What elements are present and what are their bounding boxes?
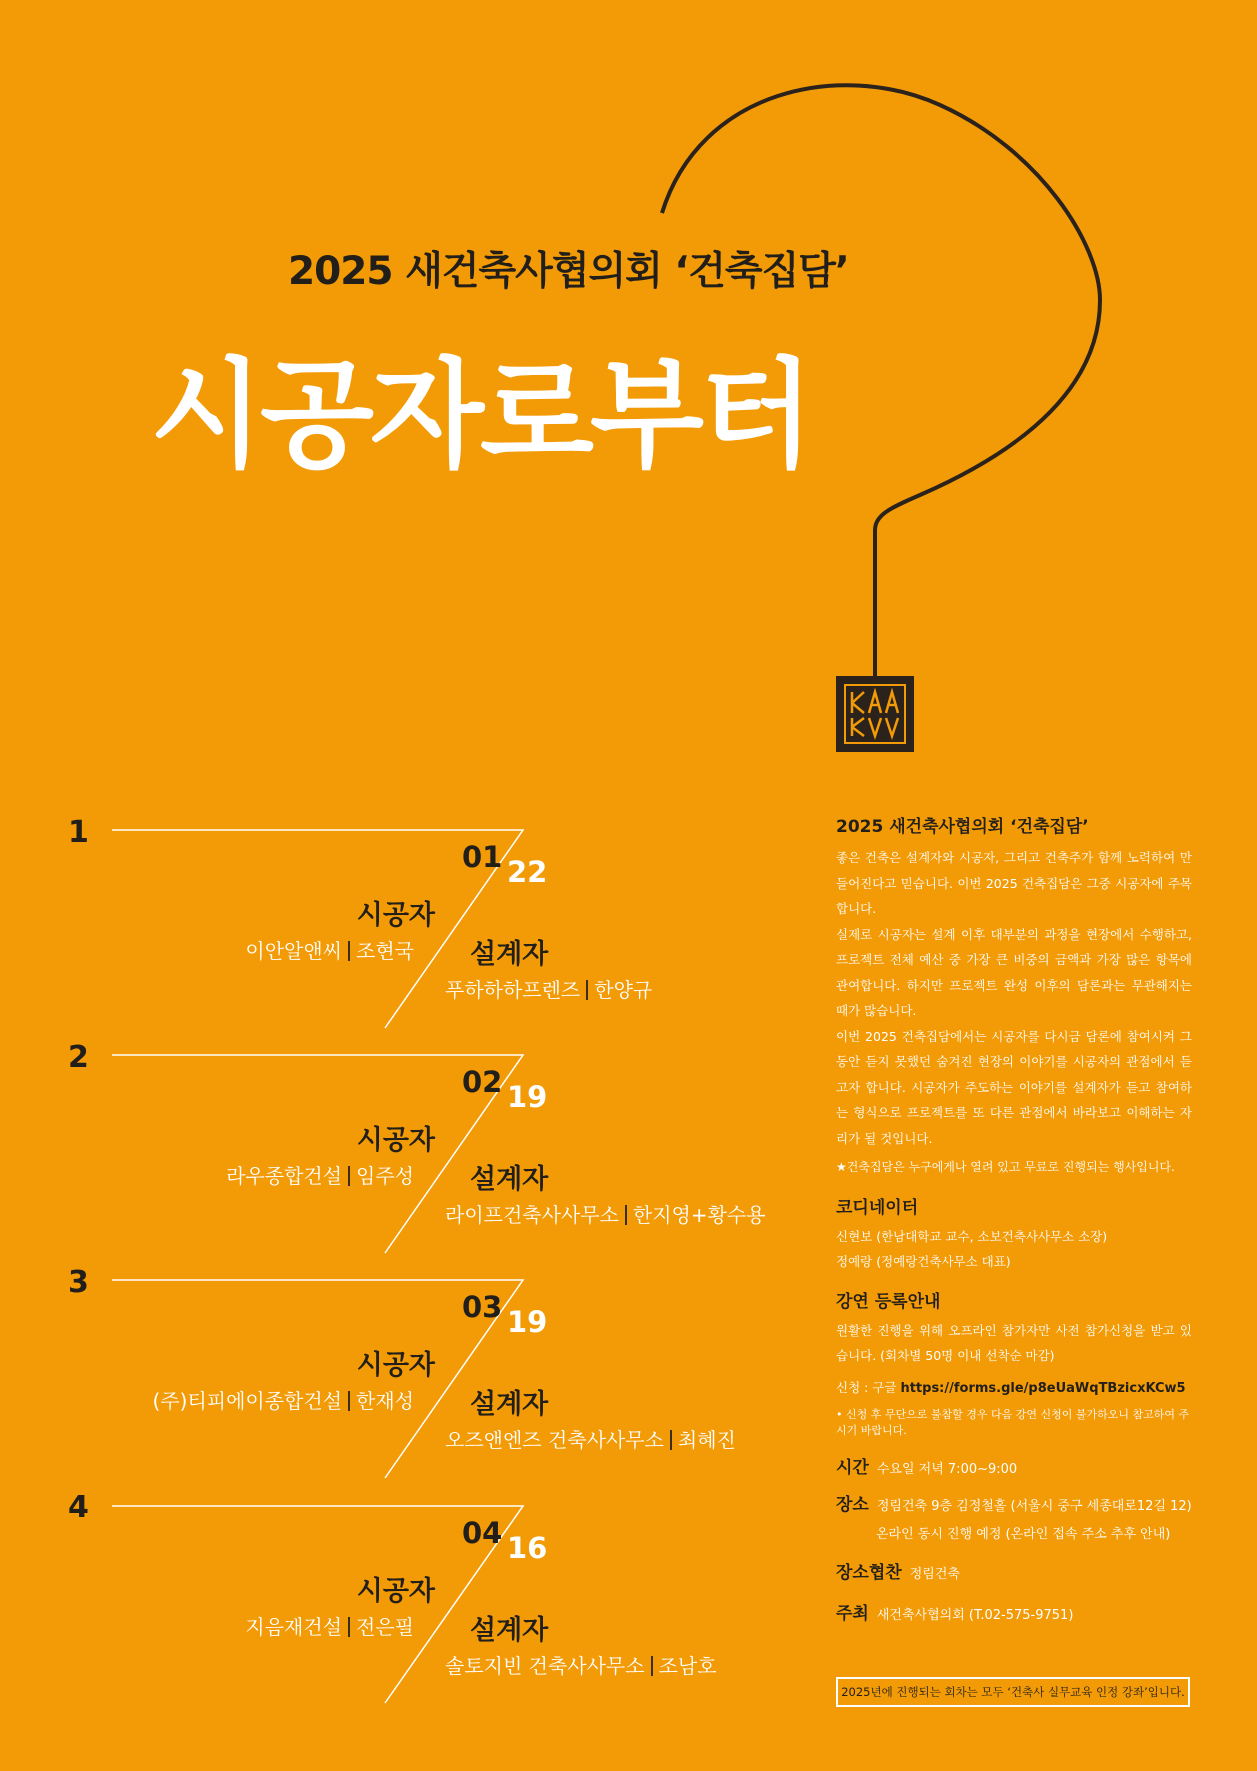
time-label: 시간 <box>836 1458 869 1478</box>
session-2-day: 19 <box>507 1080 548 1114</box>
host-row <box>836 1599 1192 1624</box>
separator <box>651 1656 653 1676</box>
session-1-month: 01 <box>462 840 503 874</box>
architect-company: 푸하하하프렌즈 <box>445 978 581 1002</box>
builder-company: 지음재건설 <box>245 1615 343 1639</box>
separator <box>586 980 588 1000</box>
session-3-architect <box>445 1424 736 1453</box>
apply-link[interactable]: https://forms.gle/p8eUaWqTBzicxKCw5 <box>900 1380 1186 1396</box>
session-1-day: 22 <box>507 855 548 889</box>
session-1-builder <box>245 935 414 964</box>
architect-person: 조남호 <box>658 1654 717 1678</box>
registration-text: 원활한 진행을 위해 오프라인 참가자만 사전 참가신청을 받고 있습니다. (회차별 50명 이내 선착순 마감) <box>836 1322 1192 1363</box>
kaa-logo-icon <box>836 676 914 752</box>
session-1-number: 1 <box>68 815 89 850</box>
kaa-logo <box>836 676 914 752</box>
place-value-2: 온라인 동시 진행 예정 (온라인 접속 주소 추후 안내) <box>876 1527 1171 1542</box>
session-2-builder <box>226 1160 414 1189</box>
session-3-number: 3 <box>68 1265 89 1300</box>
host-label: 주최 <box>836 1604 869 1624</box>
place-value-1: 정림건축 9층 김정철홀 (서울시 중구 세종대로12길 12) <box>876 1499 1192 1514</box>
session-3-builder-label: 시공자 <box>356 1350 435 1381</box>
intro-paragraph-3: 이번 2025 건축집담에서는 시공자를 다시금 담론에 참여시켜 그동안 듣지 못했던 숨겨진 현장의 이야기를 시공자의 관점에서 듣고자 합니다. 시공자가 주도하는 이야기를 설계자가 듣고 참여하는 형식으로 프로젝트를 또 다른 관점에서 바라보고 이해하는 자리가 될 것입니다. <box>836 1028 1192 1146</box>
intro-paragraph-1: 좋은 건축은 설계자와 시공자, 그리고 건축주가 함께 노력하여 만들어진다고 믿습니다. 이번 2025 건축집담은 그중 시공자에 주목합니다. <box>836 850 1192 916</box>
intro-paragraph-2: 실제로 시공자는 설계 이후 대부분의 과정을 현장에서 수행하고, 프로젝트 전체 예산 중 가장 큰 비중의 금액과 가장 많은 항목에 관여합니다. 하지만 프로젝트 완성 이후의 담론과는 무관해지는 때가 많습니다. <box>836 926 1192 1018</box>
session-1-builder-label: 시공자 <box>356 900 435 931</box>
separator <box>348 1391 350 1411</box>
event-title: 시공자로부터 <box>150 346 810 484</box>
sponsor-row <box>836 1558 1192 1583</box>
coordinator-heading: 코디네이터 <box>836 1197 919 1218</box>
session-3-month: 03 <box>462 1290 503 1324</box>
session-4-day: 16 <box>507 1531 548 1565</box>
education-notice-box: 2025년에 진행되는 회차는 모두 ‘건축사 실무교육 인정 강좌’입니다. <box>836 1677 1190 1707</box>
session-4-builder-label: 시공자 <box>356 1576 435 1607</box>
separator <box>348 1617 350 1637</box>
registration-heading: 강연 등록안내 <box>836 1291 941 1312</box>
apply-label: 신청 : 구글 <box>836 1379 897 1395</box>
builder-person: 조현국 <box>356 939 414 963</box>
builder-company: (주)티피에이종합건설 <box>152 1389 343 1413</box>
session-1-architect <box>445 974 652 1003</box>
separator <box>625 1205 627 1225</box>
architect-person: 한지영+황수용 <box>632 1203 766 1227</box>
architect-company: 솔토지빈 건축사사무소 <box>445 1654 645 1678</box>
session-4-architect <box>445 1650 717 1679</box>
session-2-month: 02 <box>462 1065 503 1099</box>
architect-person: 한양규 <box>594 978 653 1002</box>
session-2-architect <box>445 1199 766 1228</box>
apply-line <box>836 1375 1192 1402</box>
session-3-architect-label: 설계자 <box>470 1389 549 1420</box>
session-4-month: 04 <box>462 1516 503 1550</box>
sponsor-label: 장소협찬 <box>836 1563 902 1583</box>
info-column <box>836 812 1192 1624</box>
builder-company: 라우종합건설 <box>226 1164 343 1188</box>
session-2-number: 2 <box>68 1040 89 1075</box>
time-value: 수요일 저녁 7:00~9:00 <box>876 1462 1018 1477</box>
sponsor-value: 정림건축 <box>909 1567 960 1582</box>
separator <box>348 1166 350 1186</box>
place-label: 장소 <box>836 1495 869 1515</box>
time-row <box>836 1453 1192 1478</box>
session-4-builder <box>245 1611 414 1640</box>
event-subtitle: 2025 새건축사협의회 ‘건축집담’ <box>288 249 849 294</box>
session-4-architect-label: 설계자 <box>470 1615 549 1646</box>
builder-person: 임주성 <box>356 1164 414 1188</box>
builder-person: 한재성 <box>356 1389 414 1413</box>
session-3-day: 19 <box>507 1305 548 1339</box>
coordinator-1: 신현보 (한남대학교 교수, 소보건축사사무소 소장) <box>836 1228 1108 1244</box>
session-2-builder-label: 시공자 <box>356 1125 435 1156</box>
builder-person: 전은필 <box>356 1615 414 1639</box>
separator <box>348 941 350 961</box>
session-3-builder <box>153 1385 414 1414</box>
architect-company: 오즈앤엔즈 건축사사무소 <box>445 1428 664 1452</box>
host-value: 새건축사협의회 (T.02-575-9751) <box>876 1608 1074 1623</box>
free-event-note: ★건축집담은 누구에게나 열려 있고 무료로 진행되는 행사입니다. <box>836 1160 1175 1174</box>
coordinator-2: 정예랑 (정예랑건축사무소 대표) <box>836 1254 1011 1269</box>
info-heading: 2025 새건축사협의회 ‘건축집담’ <box>836 817 1089 837</box>
session-1-architect-label: 설계자 <box>470 939 549 970</box>
architect-person: 최혜진 <box>677 1428 736 1452</box>
apply-note: • 신청 후 무단으로 불참할 경우 다음 강연 신청이 불가하오니 참고하여 주시기 바랍니다. <box>836 1408 1190 1437</box>
place-row <box>836 1490 1192 1515</box>
separator <box>670 1430 672 1450</box>
session-2-architect-label: 설계자 <box>470 1164 549 1195</box>
architect-company: 라이프건축사사무소 <box>445 1203 619 1227</box>
builder-company: 이안알앤씨 <box>245 939 343 963</box>
session-4-number: 4 <box>68 1490 89 1525</box>
